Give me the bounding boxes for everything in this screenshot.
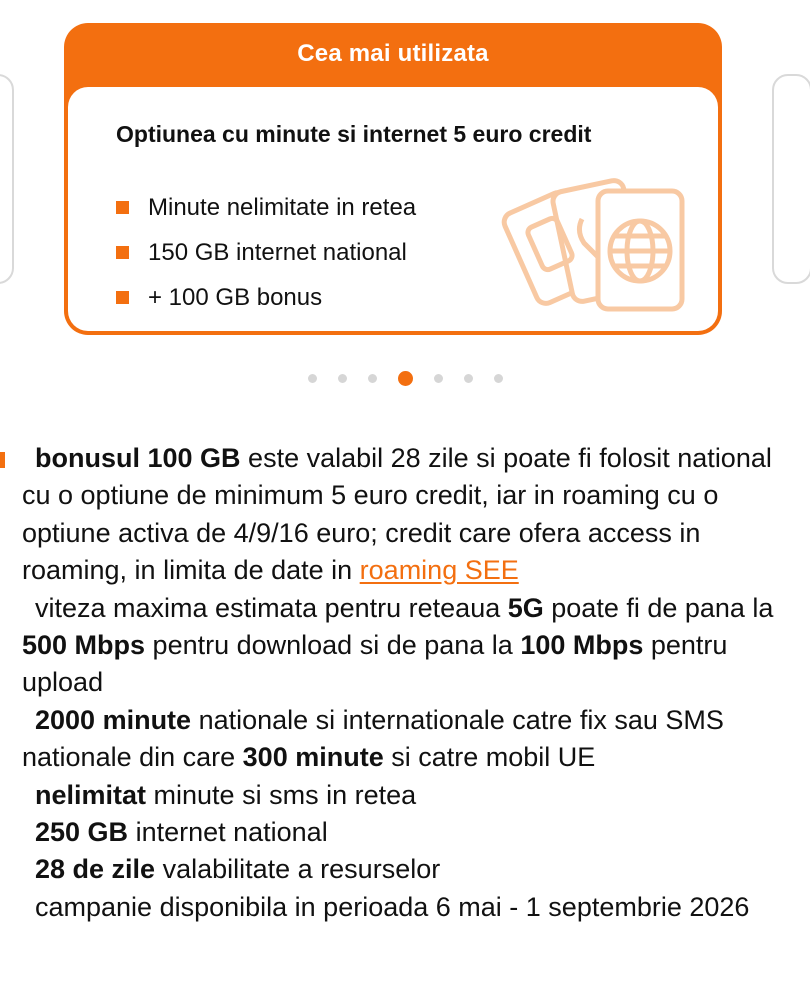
detail-bold: 500 Mbps xyxy=(22,630,146,661)
most-used-badge: Cea mai utilizata xyxy=(297,40,489,67)
list-marker xyxy=(0,452,5,468)
detail-bold: nelimitat xyxy=(35,779,147,810)
previous-offer-card[interactable] xyxy=(0,74,14,284)
offer-card[interactable] xyxy=(64,23,722,335)
carousel-dot[interactable] xyxy=(494,374,503,383)
carousel-dot[interactable] xyxy=(464,374,473,383)
detail-bonus xyxy=(22,440,802,590)
detail-bold: 5G xyxy=(507,592,544,623)
carousel-pagination xyxy=(0,370,810,386)
detail-text: pentru upload xyxy=(22,630,728,698)
carousel-dot-active[interactable] xyxy=(398,371,413,386)
sim-cards-globe-icon xyxy=(498,159,698,319)
detail-bold: 250 GB xyxy=(35,817,129,848)
feature-list xyxy=(116,185,416,320)
offer-details xyxy=(22,440,802,926)
feature-text: + 100 GB bonus xyxy=(148,283,323,311)
bullet-square-icon xyxy=(116,291,129,304)
detail-internet xyxy=(22,814,802,851)
detail-text: este valabil 28 zile si poate fi folosit national cu o optiune de minimum 5 euro credit, iar in roaming cu o optiune activa de 4/9/16 euro; credit care ofera access in roaming, in limita de date in xyxy=(22,443,772,586)
detail-minutes xyxy=(22,702,802,777)
detail-campaign xyxy=(22,889,802,926)
detail-text: viteza maxima estimata pentru reteaua xyxy=(35,592,508,623)
detail-text: si catre mobil UE xyxy=(383,742,596,773)
feature-text: Minute nelimitate in retea xyxy=(148,193,417,221)
offer-card-body xyxy=(68,87,718,331)
detail-bold: bonusul 100 GB xyxy=(35,443,241,473)
detail-text: pentru download si de pana la xyxy=(145,630,521,661)
carousel-dot[interactable] xyxy=(434,374,443,383)
detail-network xyxy=(22,777,802,814)
carousel-dot[interactable] xyxy=(308,374,317,383)
carousel-dot[interactable] xyxy=(338,374,347,383)
feature-item xyxy=(116,275,416,320)
detail-bold: 2000 minute xyxy=(35,704,192,735)
bullet-square-icon xyxy=(116,246,129,259)
detail-text: valabilitate a resurselor xyxy=(155,854,441,885)
detail-text: minute si sms in retea xyxy=(146,779,417,810)
feature-item xyxy=(116,230,416,275)
detail-bold: 28 de zile xyxy=(35,854,156,885)
detail-speed xyxy=(22,590,802,702)
detail-text: poate fi de pana la xyxy=(543,592,774,623)
detail-bold: 100 Mbps xyxy=(520,630,644,661)
detail-validity xyxy=(22,851,802,888)
bullet-square-icon xyxy=(116,201,129,214)
feature-text: 150 GB internet national xyxy=(148,238,407,266)
detail-text: internet national xyxy=(128,817,328,848)
next-offer-card[interactable] xyxy=(772,74,810,284)
detail-text: campanie disponibila in perioada 6 mai - 1 septembrie 2026 xyxy=(35,891,750,922)
detail-text: nationale si internationale catre fix sau SMS nationale din care xyxy=(22,704,724,773)
carousel-dot[interactable] xyxy=(368,374,377,383)
detail-bold: 300 minute xyxy=(242,742,384,773)
roaming-see-link[interactable]: roaming SEE xyxy=(359,555,519,586)
feature-item xyxy=(116,185,416,230)
offer-title: Optiunea cu minute si internet 5 euro credit xyxy=(116,121,592,147)
